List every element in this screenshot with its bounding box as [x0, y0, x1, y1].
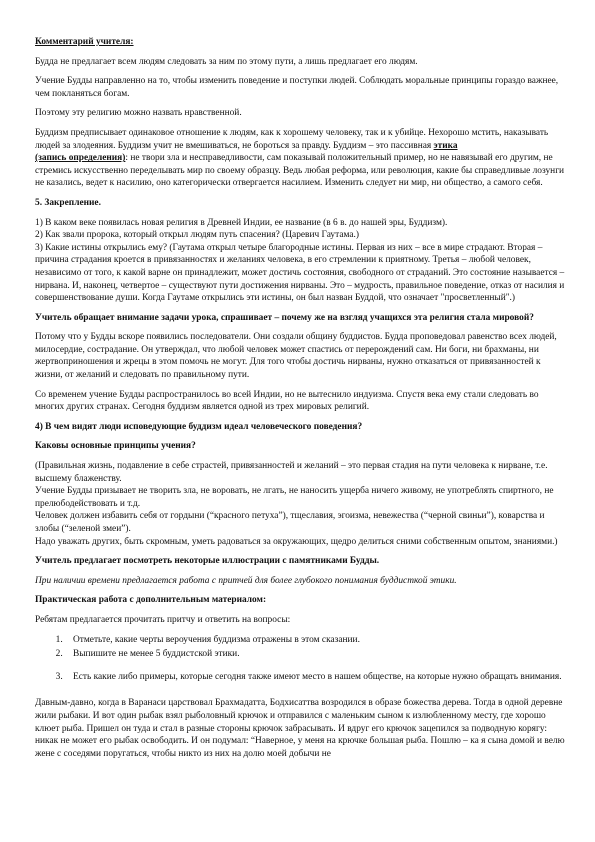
- principle-2: Учение Будды призывает не творить зла, не воровать, не лгать, не наносить ущерба ничего живому, не употреблять спиртного, не прелюбодействовать и т.д.: [35, 486, 554, 509]
- teacher-comment-heading: Комментарий учителя:: [35, 37, 134, 47]
- teacher-question: Учитель обращает внимание задачи урока, спрашивает – почему же на взгляд учащихся эта религия стала мировой?: [35, 312, 534, 323]
- term-ethics: этика: [433, 140, 458, 151]
- principle-1: (Правильная жизнь, подавление в себе страстей, привязанностей и желаний – это первая стадия на пути человека к нирване, т.е. высшему блаженству.: [35, 461, 548, 484]
- paragraph: Потому что у Будды вскоре появились последователи. Они создали общину буддистов. Будда проповедовал равенство всех людей, милосердие, сострадание. Он утверждал, что любой человек может спастись от перерождений сам. Ни боги, ни брахманы, ни жертвоприношения и жрецы в этом помочь не могут. Для того чтобы достичь нирваны, нужно отказаться от привязанностей к жизни, от желаний и следовать по правильному пути.: [35, 332, 557, 381]
- list-item: 3. Есть какие либо примеры, которые сегодня также имеют место в нашем обществе, на которые нужно обращать внимания.: [65, 671, 565, 684]
- question-1: 1) В каком веке появилась новая религия в Древней Индии, ее название (в 6 в. до нашей эры, Буддизм).: [35, 217, 448, 228]
- paragraph: Учение Будды направленно на то, чтобы изменить поведение и поступки людей. Соблюдать моральные принципы гораздо важнее, чем покланяться богам.: [35, 76, 559, 99]
- text-fragment: Буддизм предписывает одинаковое отношение к людям, как к хорошему человеку, так и к убийце. Нехорошо мстить, наказывать людей за злодеяния. Буддизм учит не вмешиваться, не бороться за правду. Буддизм – это пассивная: [35, 127, 549, 151]
- parable-intro: Ребятам предлагается прочитать притчу и ответить на вопросы:: [35, 614, 291, 625]
- list-item: 2. Выпишите не менее 5 буддистской этики.: [65, 648, 565, 661]
- illustrations-note: Учитель предлагает посмотреть некоторые иллюстрации с памятниками Будды.: [35, 556, 380, 567]
- text-fragment: : не твори зла и несправедливости, сам показывай положительный пример, но не навязывай его другим, не стремись искусственно переделывать мир по своему образцу. Ведь любая реформа, или революция, какие бы справедливые лозунги не казались, ведет к насилию, оно категорически отвергается насилием. Изменить следует ни мир, ни общество, а самого себя.: [35, 153, 565, 189]
- question-list: [35, 217, 565, 305]
- question-2: 2) Как звали пророка, который открыл людям путь спасения? (Царевич Гаутама.): [35, 230, 359, 241]
- principle-4: Надо уважать других, быть скромным, уметь радоваться за окружающих, щедро делиться сними собственным опытом, знаниями.): [35, 536, 558, 547]
- principles-answer: [35, 460, 565, 548]
- practical-heading: Практическая работа с дополнительным материалом:: [35, 595, 267, 606]
- task-list: [35, 634, 565, 684]
- question-4: 4) В чем видят люди исповедующие буддизм идеал человеческого поведения?: [35, 421, 363, 432]
- term-definition-note: (запись определения): [35, 153, 126, 164]
- list-item: 1. Отметьте, какие черты вероучения буддизма отражены в этом сказании.: [65, 634, 565, 647]
- extra-task-note: При наличии времени предлагается работа с притчей для более глубокого понимания буддисткой этики.: [35, 575, 457, 586]
- section-heading: 5. Закрепление.: [35, 197, 101, 208]
- paragraph: Со временем учение Будды распространилось во всей Индии, но не вытеснило индуизма. Спустя века ему стали следовать во многих других странах. Сегодня буддизм является одной из трех мировых религий.: [35, 389, 539, 413]
- paragraph: Поэтому эту религию можно назвать нравственной.: [35, 108, 242, 119]
- principles-question: Каковы основные принципы учения?: [35, 441, 196, 452]
- parable-text: Давным-давно, когда в Варанаси царствовал Брахмадатта, Бодхисаттва возродился в образе божества дерева. Тогда в одной деревне жили рыбаки. И вот один рыбак взял рыболовный крючок и отправился с маленьким сыном к излюбленному месту, где хорошо клюет рыба. Пришел он туда и стал в разные стороны крючок забрасывать. И вдруг его крючок зацепился за подводную корягу: никак не может его рыбак освободить. И он подумал: “Наверное, у меня на крючке большая рыба. Пошлю – ка я сына домой и велю жене с соседями поругаться, чтобы никто из них на долю моей добычи не: [35, 698, 565, 759]
- principle-3: Человек должен избавить себя от гордыни (“красного петуха”), тщеславия, эгоизма, невежества (“черной свиньи”), коварства и злобы (“зеленой змеи”).: [35, 511, 545, 534]
- document-page: [35, 36, 565, 767]
- paragraph: Будда не предлагает всем людям следовать за ним по этому пути, а лишь предлагает его людям.: [35, 56, 418, 67]
- question-3: 3) Какие истины открылись ему? (Гаутама открыл четыре благородные истины. Первая из них – все в мире страдают. Вторая – причина страдания кроется в привязанностях и желаниях человека, в его стремлении к приятному. Третья – любой человек, независимо от того, к какой варне он принадлежит, может достичь состояния, свободного от страданий. Это состояние называется – нирвана. И, наконец, четвертое – существуют пути достижения нирваны. Это – мудрость, правильное поведение, отказ от насилия и совершенствование души. Когда Гаутаме открылись эти истины, он был назван Буддой, что означает "просветленный".): [35, 242, 565, 304]
- paragraph-ethics: [35, 127, 565, 190]
